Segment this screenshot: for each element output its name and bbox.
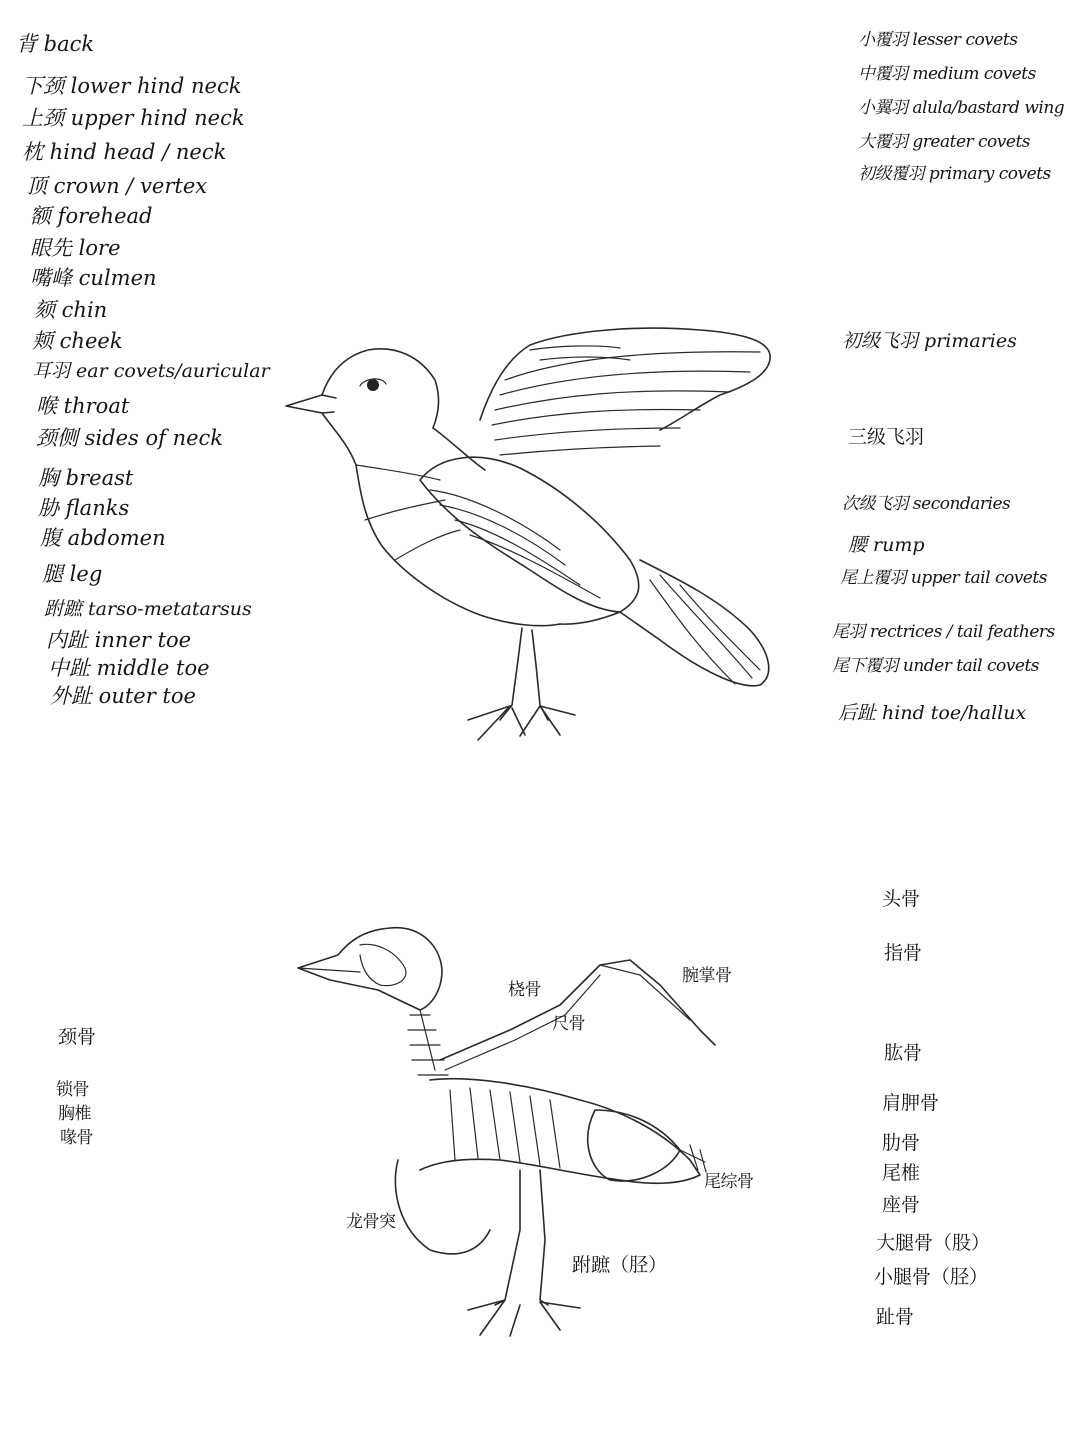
label-chin: 颏 chin [34, 298, 108, 322]
label-upper-tail-covets: 尾上覆羽 upper tail covets [840, 568, 1047, 588]
label-phalanges: 指骨 [884, 942, 923, 964]
label-cheek: 颊 cheek [32, 329, 123, 353]
label-secondaries: 次级飞羽 secondaries [842, 494, 1011, 514]
label-humerus: 肱骨 [884, 1042, 923, 1064]
label-alula: 小翼羽 alula/bastard wing [858, 98, 1065, 118]
label-toe-bones: 趾骨 [876, 1306, 915, 1328]
label-flanks: 胁 flanks [38, 496, 130, 520]
label-lore: 眼先 lore [30, 236, 121, 260]
label-cervical: 颈骨 [58, 1026, 97, 1048]
label-clavicle: 锁骨 [56, 1080, 89, 1100]
label-leg: 腿 leg [42, 562, 103, 586]
label-ulna: 尺骨 [552, 1014, 585, 1034]
bird-external-drawing [286, 328, 770, 740]
label-lower-hind-neck: 下颈 lower hind neck [22, 74, 242, 98]
label-tarso-metatarsus: 跗蹠 tarso-metatarsus [44, 598, 252, 620]
label-skull: 头骨 [882, 888, 921, 910]
label-throat: 喉 throat [36, 394, 130, 418]
label-primary-covets: 初级覆羽 primary covets [858, 164, 1051, 184]
label-upper-hind-neck: 上颈 upper hind neck [22, 106, 245, 130]
label-tertiaries: 三级飞羽 [848, 426, 925, 448]
label-under-tail-covets: 尾下覆羽 under tail covets [832, 656, 1039, 676]
label-hind-head: 枕 hind head / neck [22, 140, 227, 164]
label-radius: 桡骨 [508, 980, 541, 1000]
label-back: 背 back [16, 32, 95, 56]
label-femur: 大腿骨（股） [876, 1232, 991, 1254]
label-carpometacarpus: 腕掌骨 [682, 966, 732, 986]
label-thoracic: 胸椎 [58, 1104, 91, 1124]
label-hind-toe: 后趾 hind toe/hallux [838, 702, 1027, 724]
label-tarsometatarsus: 跗蹠（胫） [572, 1254, 668, 1276]
label-inner-toe: 内趾 inner toe [46, 628, 192, 652]
label-sides-of-neck: 颈侧 sides of neck [36, 426, 224, 450]
label-coracoid: 喙骨 [60, 1128, 93, 1148]
label-greater-covets: 大覆羽 greater covets [858, 132, 1031, 152]
label-abdomen: 腹 abdomen [40, 526, 166, 550]
label-keel: 龙骨突 [346, 1212, 396, 1232]
label-rectrices: 尾羽 rectrices / tail feathers [832, 622, 1055, 642]
label-lesser-covets: 小覆羽 lesser covets [858, 30, 1018, 50]
label-medium-covets: 中覆羽 medium covets [858, 64, 1036, 84]
label-outer-toe: 外趾 outer toe [50, 684, 196, 708]
label-middle-toe: 中趾 middle toe [48, 656, 210, 680]
label-pygostyle: 尾综骨 [704, 1172, 754, 1192]
label-primaries: 初级飞羽 primaries [842, 330, 1017, 352]
label-ear-covets: 耳羽 ear covets/auricular [32, 360, 270, 382]
label-crown: 顶 crown / vertex [26, 174, 208, 198]
label-rump: 腰 rump [848, 534, 925, 556]
label-forehead: 额 forehead [30, 204, 153, 228]
label-culmen: 嘴峰 culmen [30, 266, 157, 290]
label-breast: 胸 breast [38, 466, 134, 490]
label-ribs: 肋骨 [882, 1132, 921, 1154]
label-scapula: 肩胛骨 [882, 1092, 940, 1114]
label-ischium: 座骨 [882, 1194, 921, 1216]
label-caudal-vertebrae: 尾椎 [882, 1162, 921, 1184]
label-tibia: 小腿骨（胫） [874, 1266, 989, 1288]
